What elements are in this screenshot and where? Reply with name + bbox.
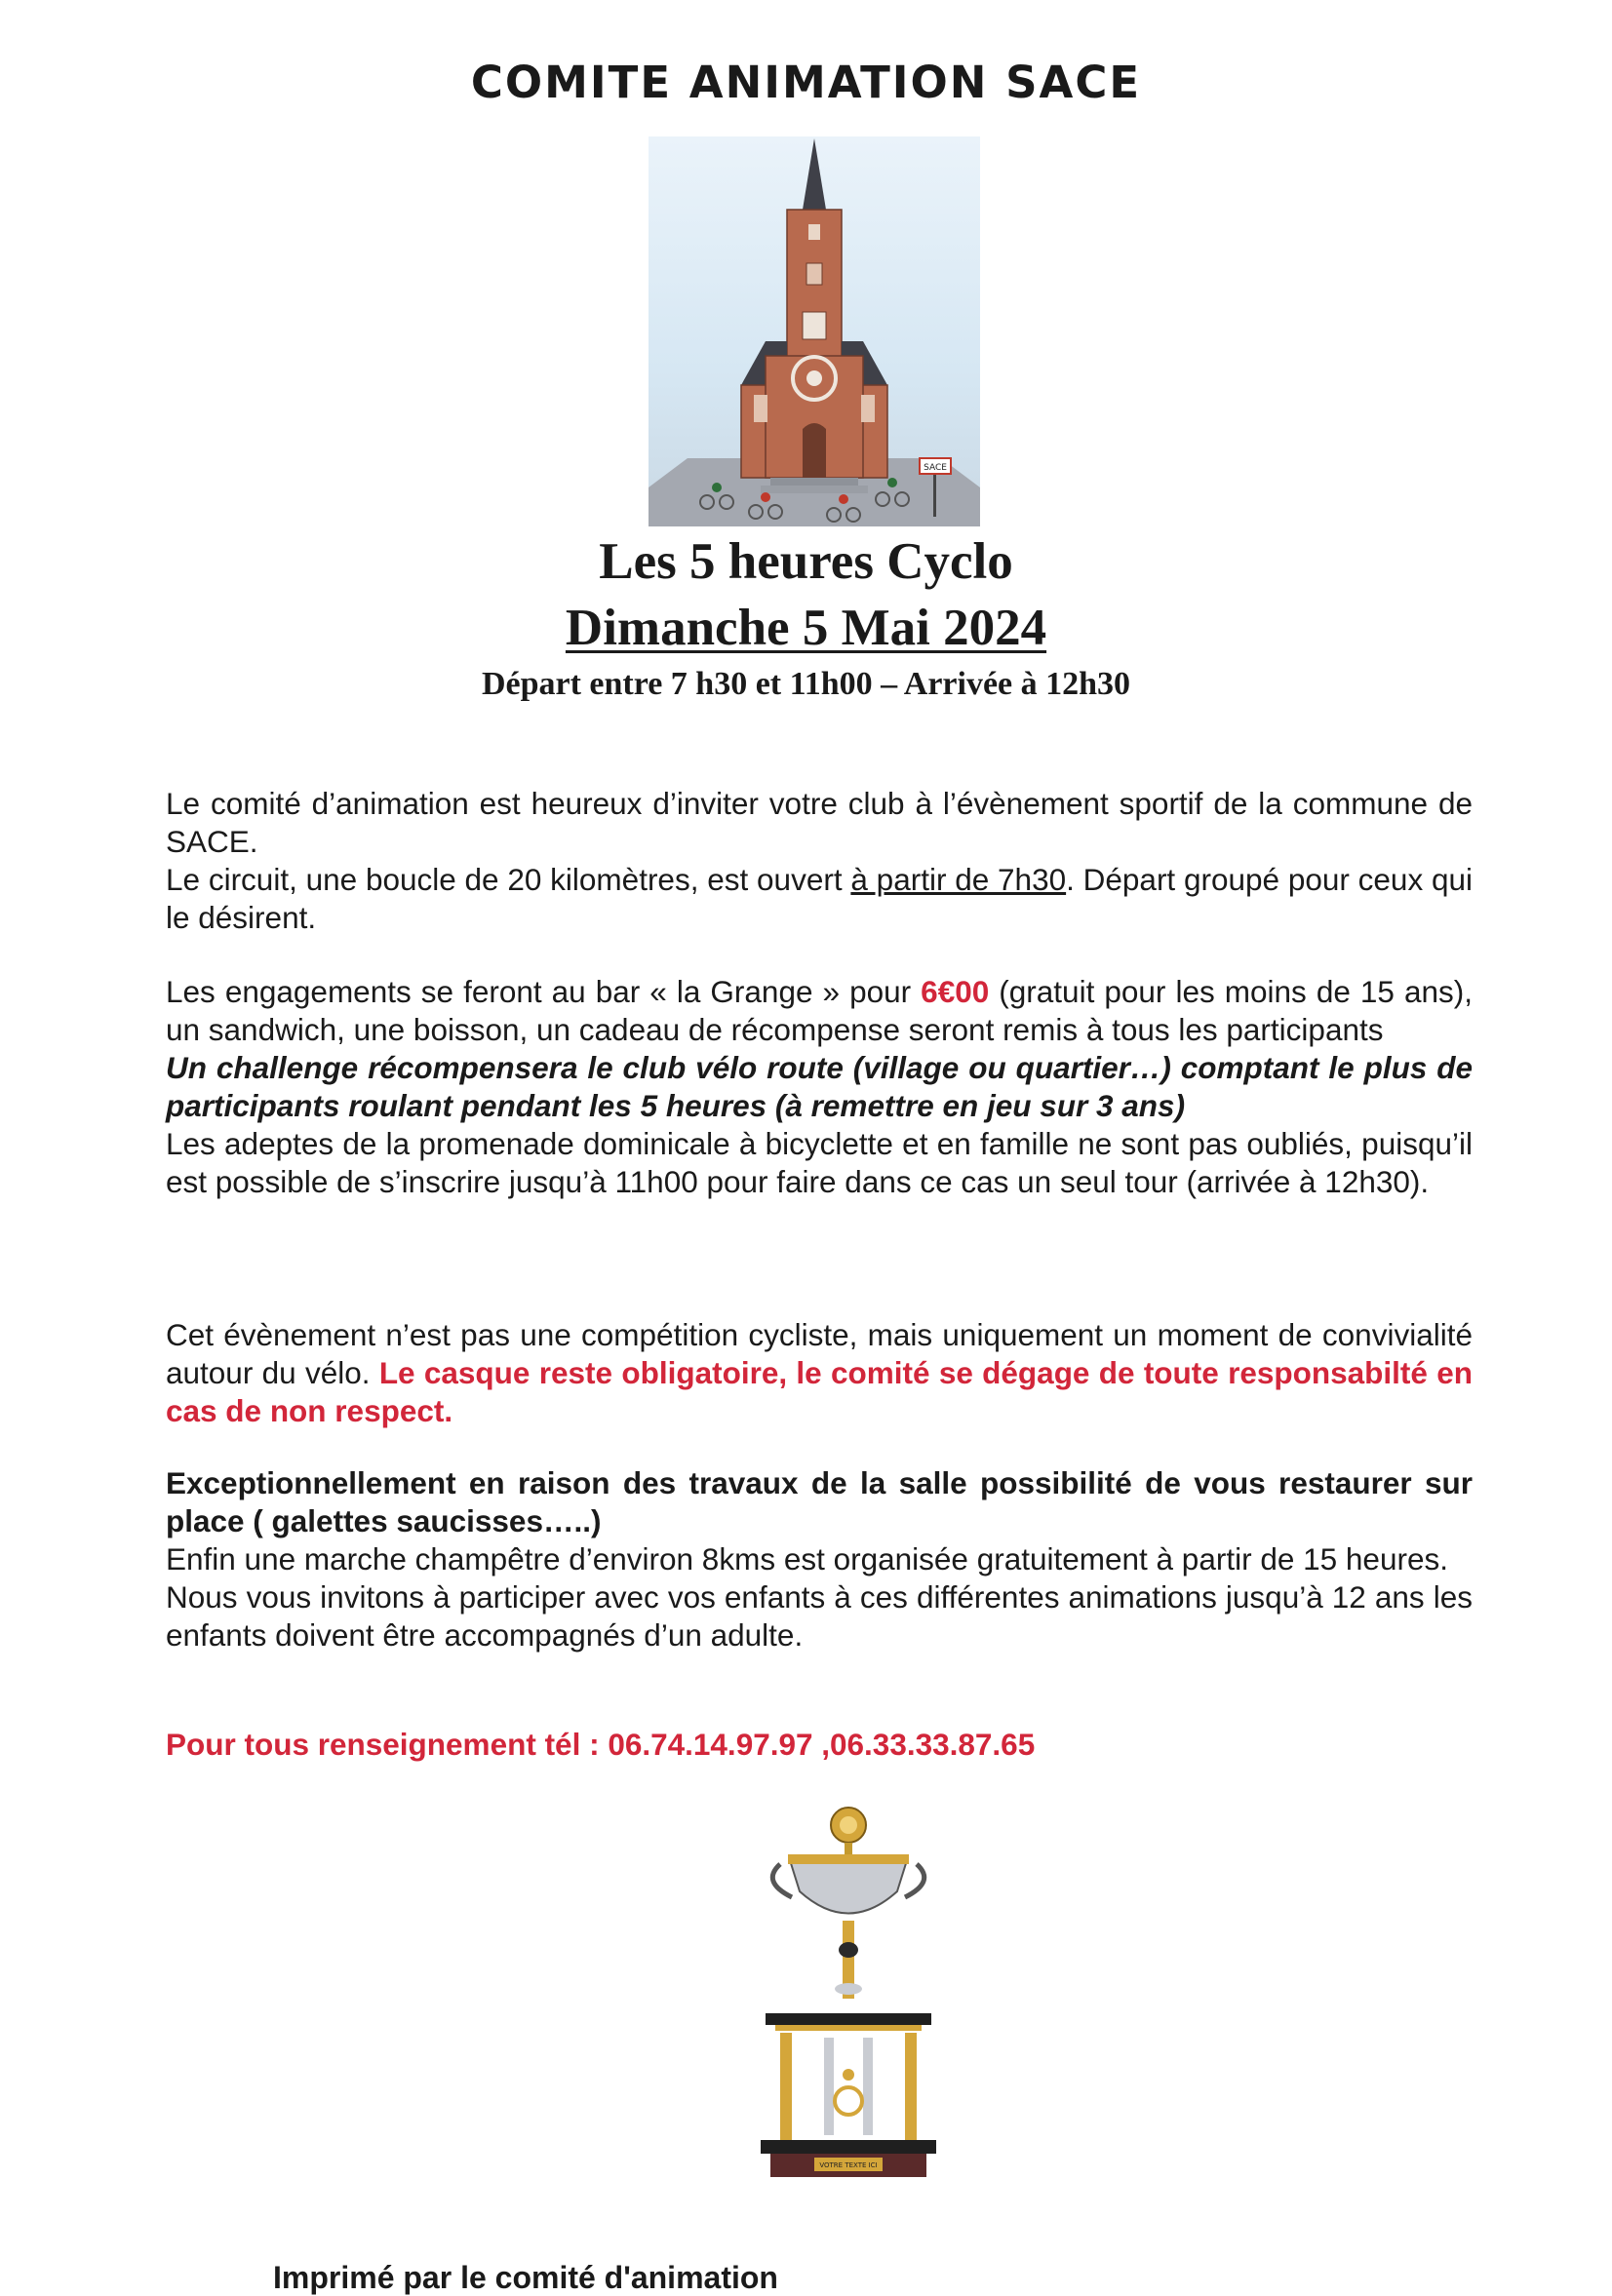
family-paragraph: Les adeptes de la promenade dominicale à bicyclette et en famille ne sont pas oubliés, puisqu’il est possible de s’inscrire jusqu’à 11h00 pour faire dans ce cas un seul tour (arrivée à 12h30).	[166, 1126, 1473, 1199]
safety-text: Cet évènement n’est pas une compétition cycliste, mais uniquement un moment de convivialité autour du vélo.	[166, 1317, 1473, 1390]
sign-text: SACE	[924, 463, 947, 473]
registration-section	[166, 973, 1473, 1201]
trophy-illustration	[751, 1804, 946, 2184]
organization-title: COMITE ANIMATION SACE	[470, 57, 1142, 108]
trophy-icon	[751, 1804, 946, 2184]
intro-section	[166, 785, 1473, 937]
extras-section	[166, 1464, 1473, 1654]
event-times: Départ entre 7 h30 et 11h00 – Arrivée à 12h30	[481, 666, 1131, 702]
safety-paragraph	[166, 1316, 1473, 1430]
helmet-warning: Le casque reste obligatoire, le comité se dégage de toute responsabilté en cas de non respect.	[166, 1355, 1473, 1428]
circuit-text-start: Le circuit, une boucle de 20 kilomètres, est ouvert	[166, 862, 851, 897]
registration-paragraph	[166, 973, 1473, 1049]
walk-paragraph: Enfin une marche champêtre d’environ 8kms est organisée gratuitement à partir de 15 heures.	[166, 1541, 1448, 1576]
circuit-text-end: . Départ groupé pour ceux qui le désirent.	[166, 862, 1474, 935]
registration-text-end: (gratuit pour les moins de 15 ans), un sandwich, une boisson, un cadeau de récompense seront remis à tous les participants	[166, 974, 1474, 1047]
contact-section	[166, 1726, 1473, 1764]
circuit-paragraph	[166, 861, 1473, 937]
plaque-text: VOTRE TEXTE ICI	[819, 2161, 878, 2169]
intro-paragraph: Le comité d’animation est heureux d’inviter votre club à l’évènement sportif de la commune de SACE.	[166, 786, 1473, 859]
footer-printed-by: Imprimé par le comité d'animation	[273, 2260, 778, 2295]
registration-text-start: Les engagements se feront au bar « la Grange » pour	[166, 974, 922, 1009]
event-date: Dimanche 5 Mai 2024	[565, 600, 1047, 656]
safety-section	[166, 1316, 1473, 1430]
contact-line: Pour tous renseignement tél : 06.74.14.97.97 ,06.33.33.87.65	[166, 1727, 1036, 1762]
event-title: Les 5 heures Cyclo	[599, 533, 1013, 590]
church-icon	[649, 136, 980, 526]
church-illustration	[649, 136, 980, 526]
start-time-highlight: à partir de 7h30	[850, 862, 1067, 897]
price-highlight: 6€00	[921, 974, 990, 1009]
challenge-paragraph: Un challenge récompensera le club vélo route (village ou quartier…) comptant le plus de participants roulant pendant les 5 heures (à remettre en jeu sur 3 ans)	[166, 1050, 1473, 1123]
food-paragraph: Exceptionnellement en raison des travaux de la salle possibilité de vous restaurer sur place ( galettes saucisses…..)	[166, 1465, 1473, 1538]
children-paragraph: Nous vous invitons à participer avec vos enfants à ces différentes animations jusqu’à 12 ans les enfants doivent être accompagnés d’un adulte.	[166, 1579, 1473, 1653]
